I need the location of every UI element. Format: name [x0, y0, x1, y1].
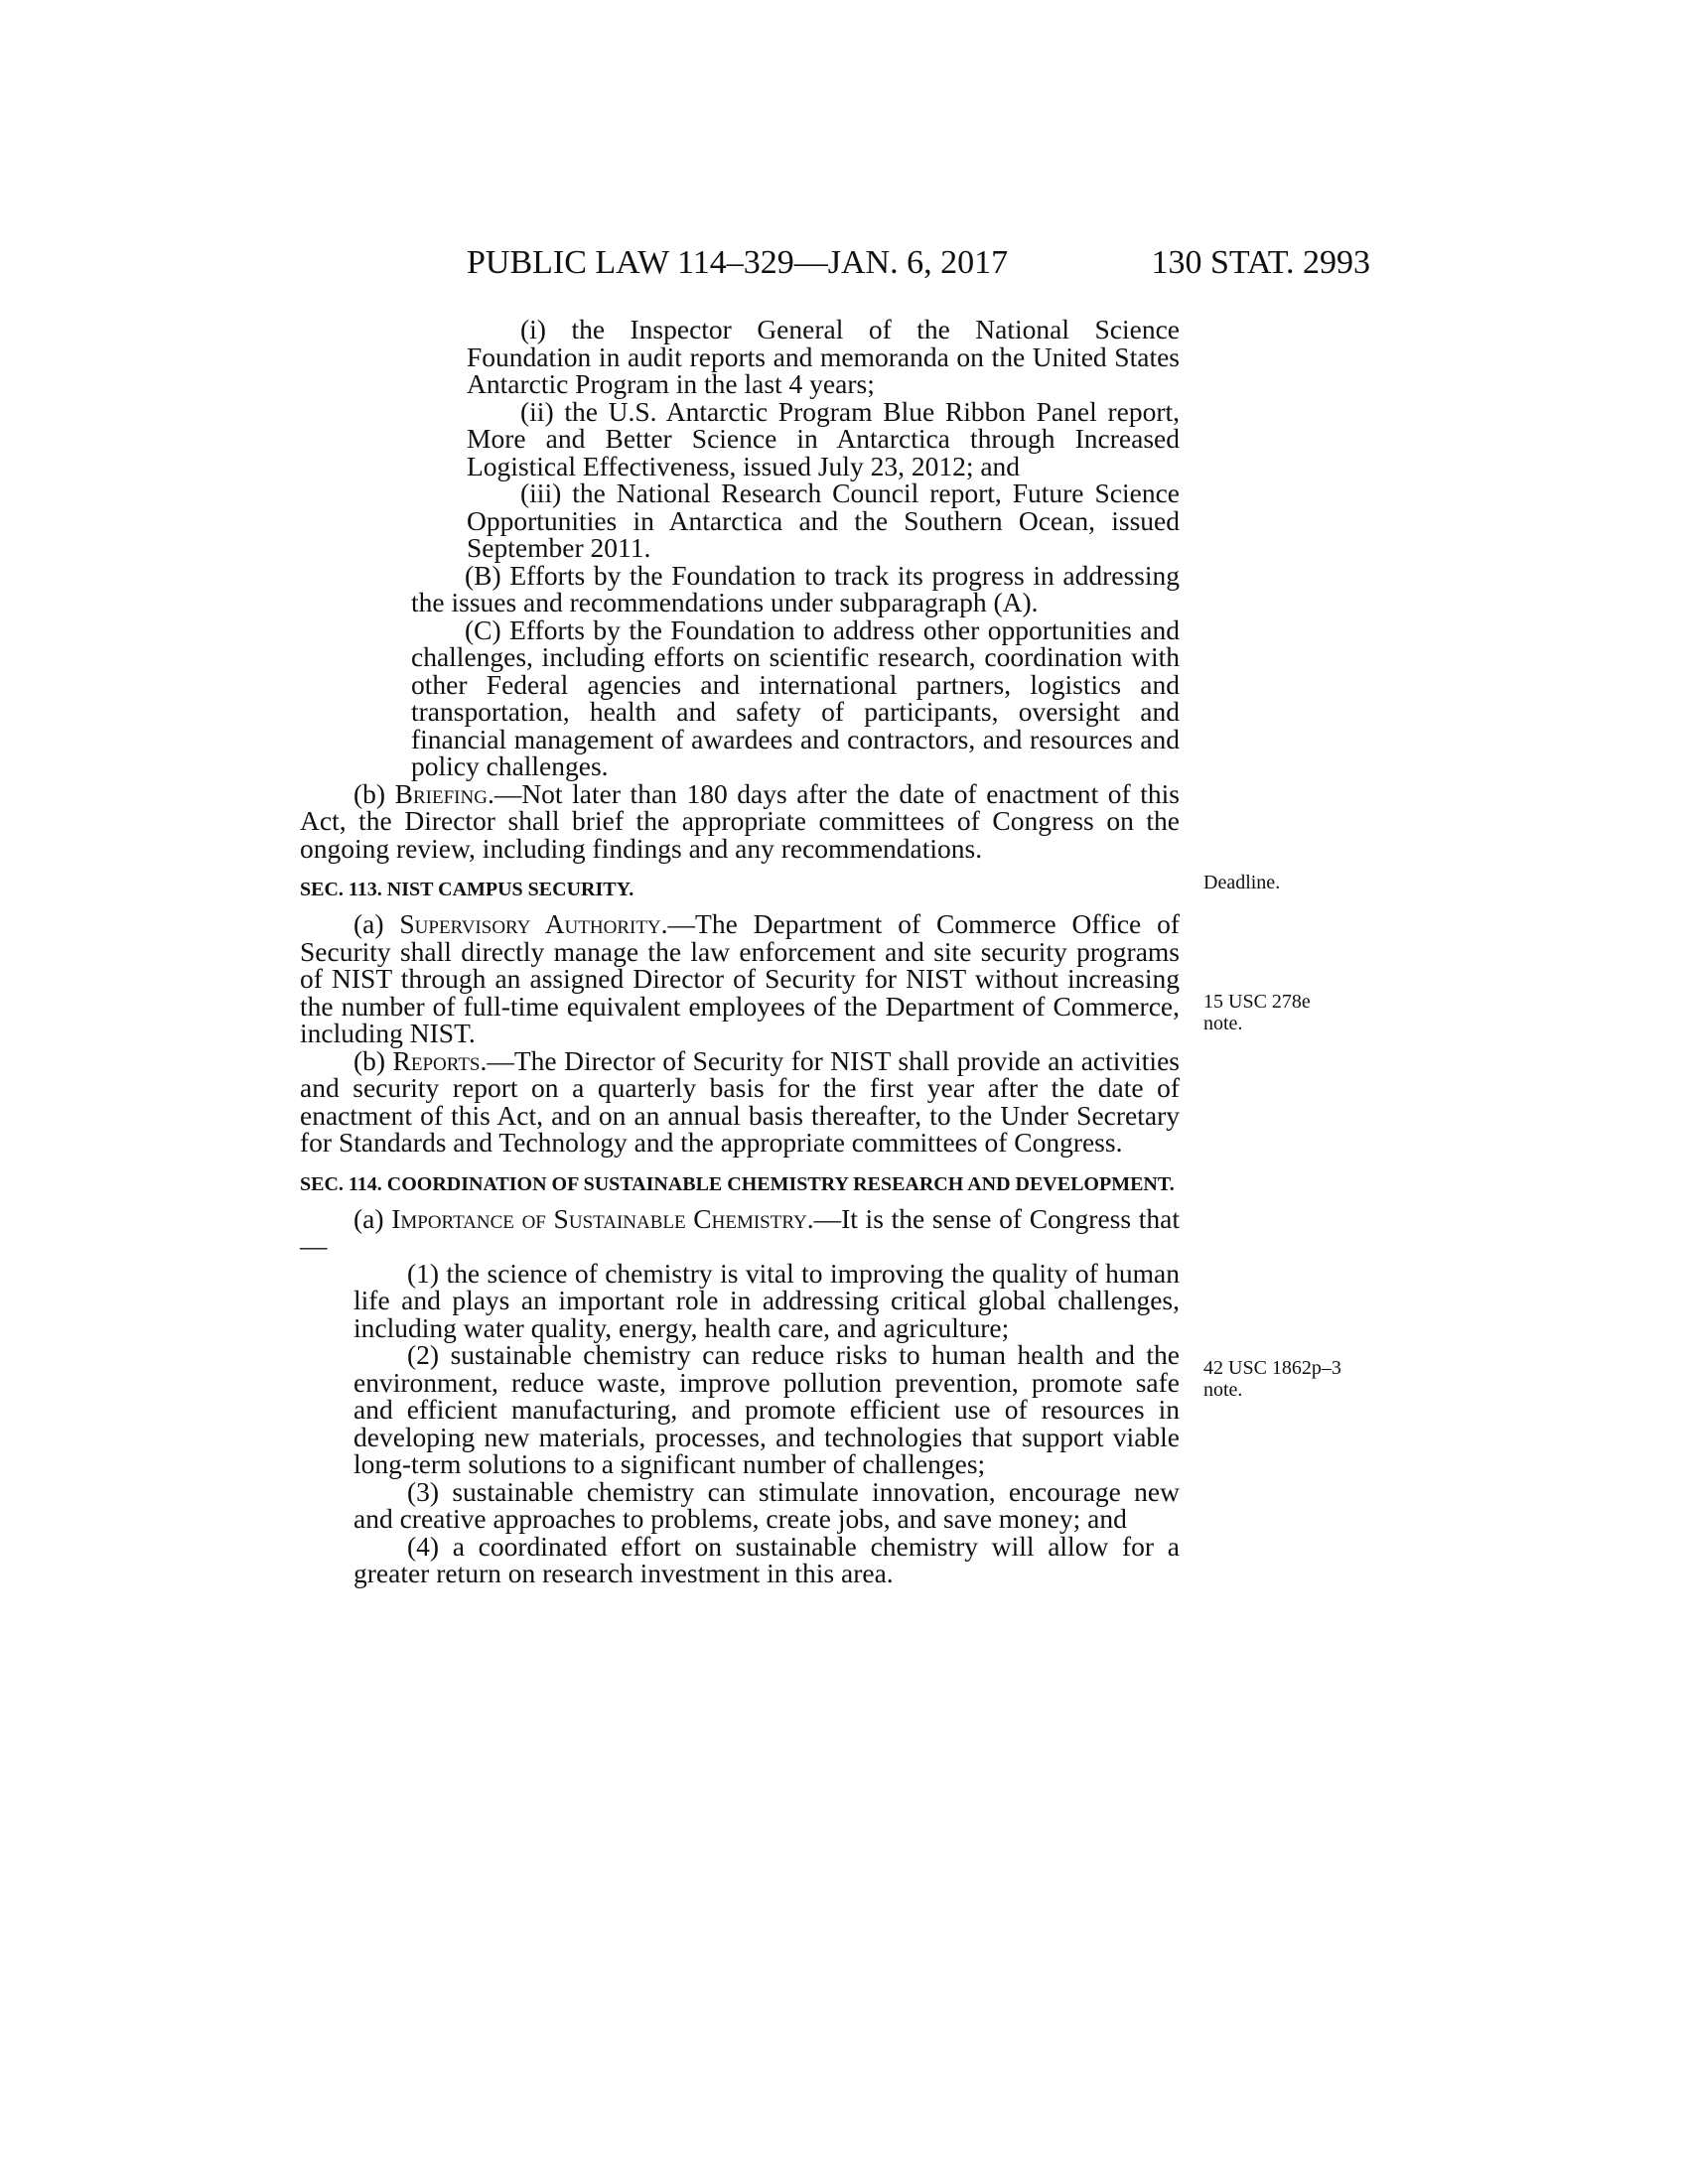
margin-note-113-note: note. [1203, 1013, 1243, 1034]
sec113-b-prefix: (b) [353, 1044, 393, 1076]
briefing-heading: Briefing [394, 777, 488, 809]
sec113-a-heading: Supervisory Authority [399, 908, 661, 939]
section-113-heading: SEC. 113. NIST CAMPUS SECURITY. [300, 879, 634, 900]
margin-note-114-note: note. [1203, 1379, 1243, 1401]
section-114-subsection-a [300, 1202, 1180, 1261]
subsection-briefing [300, 777, 1180, 864]
paragraph-3: (3) sustainable chemistry can stimulate innovation, encourage new and creative approaches to problems, create jobs, and save money; and [353, 1475, 1180, 1534]
paragraph-4: (4) a coordinated effort on sustainable chemistry will allow for a greater return on research investment in this area. [353, 1530, 1180, 1588]
paragraph-1: (1) the science of chemistry is vital to improving the quality of human life and plays an important role in addressing critical global challenges, including water quality, energy, health care, and agriculture; [353, 1257, 1180, 1343]
paragraph-2: (2) sustainable chemistry can reduce risks to human health and the environment, reduce waste, improve pollution prevention, promote safe and efficient manufacturing, and promote efficient use of resources in developing new materials, processes, and technologies that support viable long-term solutions to a significant number of challenges; [353, 1339, 1180, 1479]
margin-note-deadline: Deadline. [1203, 872, 1281, 893]
law-text-body [300, 316, 1180, 1587]
sec114-a-heading: Importance of Sustainable Chemistry [391, 1202, 807, 1234]
margin-note-section-113 [1203, 991, 1372, 1034]
subparagraph-b: (B) Efforts by the Foundation to track its progress in addressing the issues and recommendations under subparagraph (A). [411, 559, 1180, 617]
margin-note-section-114 [1203, 1357, 1372, 1401]
section-113-subsection-a [300, 910, 1180, 1047]
sec114-a-prefix: (a) [353, 1202, 392, 1234]
sec114-a-text: .—It is the sense of Congress that— [300, 1202, 1180, 1261]
briefing-prefix: (b) [353, 777, 395, 809]
header-title: PUBLIC LAW 114–329—JAN. 6, 2017 [467, 244, 1009, 281]
statute-page-number: 130 STAT. 2993 [1151, 244, 1370, 281]
margin-note-113-citation: 15 USC 278e [1203, 991, 1311, 1013]
briefing-text: .—Not later than 180 days after the date of enactment of this Act, the Director shall brief the appropriate committees of Congress on the ongoing review, including findings and any recommendations. [300, 777, 1180, 864]
section-114-heading: SEC. 114. COORDINATION OF SUSTAINABLE CHEMISTRY RESEARCH AND DEVELOPMENT. [300, 1172, 1175, 1195]
section-113-subsection-b [300, 1044, 1180, 1158]
clause-ii: (ii) the U.S. Antarctic Program Blue Ribbon Panel report, More and Better Science in Antarctica through Increased Logistical Effectiveness, issued July 23, 2012; and [467, 395, 1180, 481]
sec113-b-heading: Reports [392, 1044, 481, 1076]
clause-iii: (iii) the National Research Council report, Future Science Opportunities in Antarctica and the Southern Ocean, issued September 2011. [467, 478, 1180, 563]
page-header [467, 244, 1370, 290]
subparagraph-c: (C) Efforts by the Foundation to address other opportunities and challenges, including efforts on scientific research, coordination with other Federal agencies and international partners, logistics and transportation, health and safety of participants, oversight and financial management of awardees and contractors, and resources and policy challenges. [411, 614, 1180, 781]
clause-i: (i) the Inspector General of the National Science Foundation in audit reports and memoranda on the United States Antarctic Program in the last 4 years; [467, 314, 1180, 399]
sec113-a-text: .—The Department of Commerce Office of Security shall directly manage the law enforcement and site security programs of NIST through an assigned Director of Security for NIST without increasing the number of full-time equivalent employees of the Department of Commerce, including NIST. [300, 908, 1180, 1048]
margin-note-114-citation: 42 USC 1862p–3 [1203, 1357, 1341, 1379]
sec113-a-prefix: (a) [353, 908, 400, 939]
sec113-b-text: .—The Director of Security for NIST shall provide an activities and security report on a quarterly basis for the first year after the date of enactment of this Act, and on an annual basis thereafter, to the Under Secretary for Standards and Technology and the appropriate committees of Congress. [300, 1044, 1180, 1158]
